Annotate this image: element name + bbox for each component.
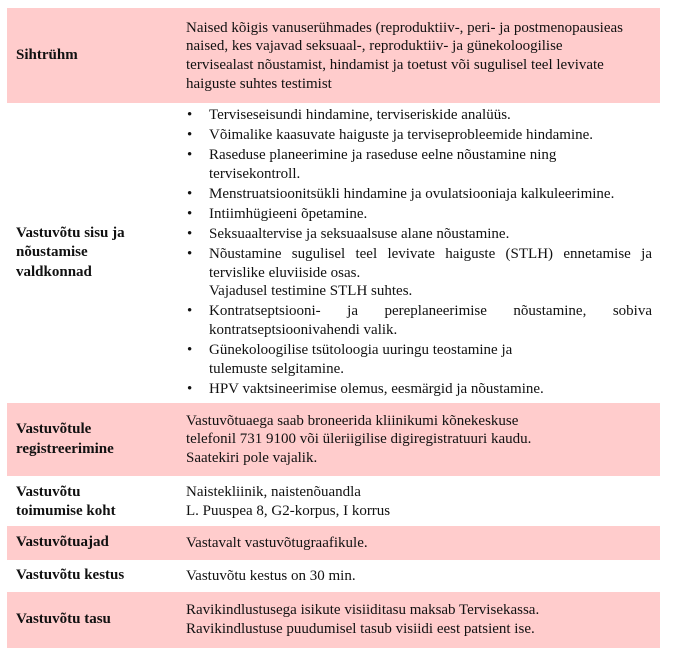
info-table <box>7 8 660 648</box>
table-row-location <box>7 478 660 526</box>
value-line: naised, kes vajavad seksuaal-, reproduktiiv- ja günekoloogilise <box>186 38 563 55</box>
row-label: Vastuvõtu tasu <box>16 611 111 628</box>
row-label-text: Vastuvõtu sisu ja nõustamise valdkonnad <box>16 224 125 280</box>
list-item: • Intiimhügieeni õpetamine. <box>186 205 652 224</box>
value-line: Vastuvõtuaega saab broneerida kliinikumi kõnekeskuse <box>186 412 519 429</box>
list-item-text: Nõustamine sugulisel teel levivate haiguste (STLH) ennetamise ja tervislike eluviiside osas. <box>209 246 652 281</box>
list-item: • Terviseseisundi hindamine, terviseriskide analüüs. <box>186 106 652 125</box>
row-value <box>177 592 660 648</box>
row-value <box>177 526 660 560</box>
table-row-duration <box>7 560 660 592</box>
row-label: Vastuvõtu kestus <box>16 567 125 584</box>
value-line: Ravikindlustusega isikute visiiditasu maksab Tervisekassa. <box>186 602 540 619</box>
list-item: • HPV vaktsineerimise olemus, eesmärgid ja nõustamine. <box>186 380 652 399</box>
value-line: tervisealast nõustamist, hindamist ja toetust või sugulisel teel levivate <box>186 57 604 73</box>
row-value <box>177 560 660 592</box>
list-item <box>186 245 652 301</box>
row-label: Sihtrühm <box>16 46 78 63</box>
value-line: Saatekiri pole vajalik. <box>186 449 318 466</box>
row-label-text: Vastuvõtu toimumise koht <box>16 483 116 519</box>
list-item: • Raseduse planeerimine ja raseduse eelne nõustamine ning tervisekontroll. <box>186 146 652 183</box>
table-row-hours <box>7 526 660 560</box>
row-value <box>177 8 660 103</box>
row-value <box>177 103 660 403</box>
list-item: • Võimalike kaasuvate haiguste ja terviseprobleemide hindamine. <box>186 126 652 145</box>
value-line: Naised kõigis vanuserühmades (reproduktiiv-, peri- ja postmenopausieas <box>186 19 623 36</box>
value-line: L. Puuspea 8, G2-korpus, I korrus <box>186 503 391 519</box>
bullet-list <box>186 106 652 400</box>
row-label: Vastuvõtuajad <box>16 534 109 551</box>
table-row-content-areas <box>7 103 660 403</box>
value-line: telefonil 731 9100 või üleriigilise digiregistratuuri kaudu. <box>186 431 532 448</box>
value-line: Vastavalt vastuvõtugraafikule. <box>186 534 368 551</box>
list-item: • Seksuaaltervise ja seksuaalsuse alane nõustamine. <box>186 225 652 244</box>
row-label-text: Vastuvõtule registreerimine <box>16 421 114 457</box>
value-line: haiguste suhtes testimist <box>186 75 332 92</box>
value-line: Vastuvõtu kestus on 30 min. <box>186 567 356 584</box>
list-item-extra-line: Vajadusel testimine STLH suhtes. <box>209 283 413 300</box>
row-label <box>7 478 177 526</box>
value-line: Naistekliinik, naistenõuandla <box>186 484 361 501</box>
table-row-registration <box>7 403 660 476</box>
value-line: Ravikindlustuse puudumisel tasub visiidi eest patsient ise. <box>186 621 535 637</box>
row-label <box>7 403 177 476</box>
list-item: • Günekoloogilise tsütoloogia uuringu teostamine ja tulemuste selgitamine. <box>186 341 652 378</box>
table-row-fee <box>7 592 660 648</box>
list-item: • Kontratseptsiooni- ja pereplaneerimise nõustamine, sobiva kontratseptsioonivahendi valik. <box>186 302 652 339</box>
row-label <box>7 103 177 403</box>
row-value <box>177 403 660 476</box>
table-row-target-group <box>7 8 660 103</box>
row-value <box>177 478 660 526</box>
list-item: • Menstruatsioonitsükli hindamine ja ovulatsiooniaja kalkuleerimine. <box>186 185 652 204</box>
